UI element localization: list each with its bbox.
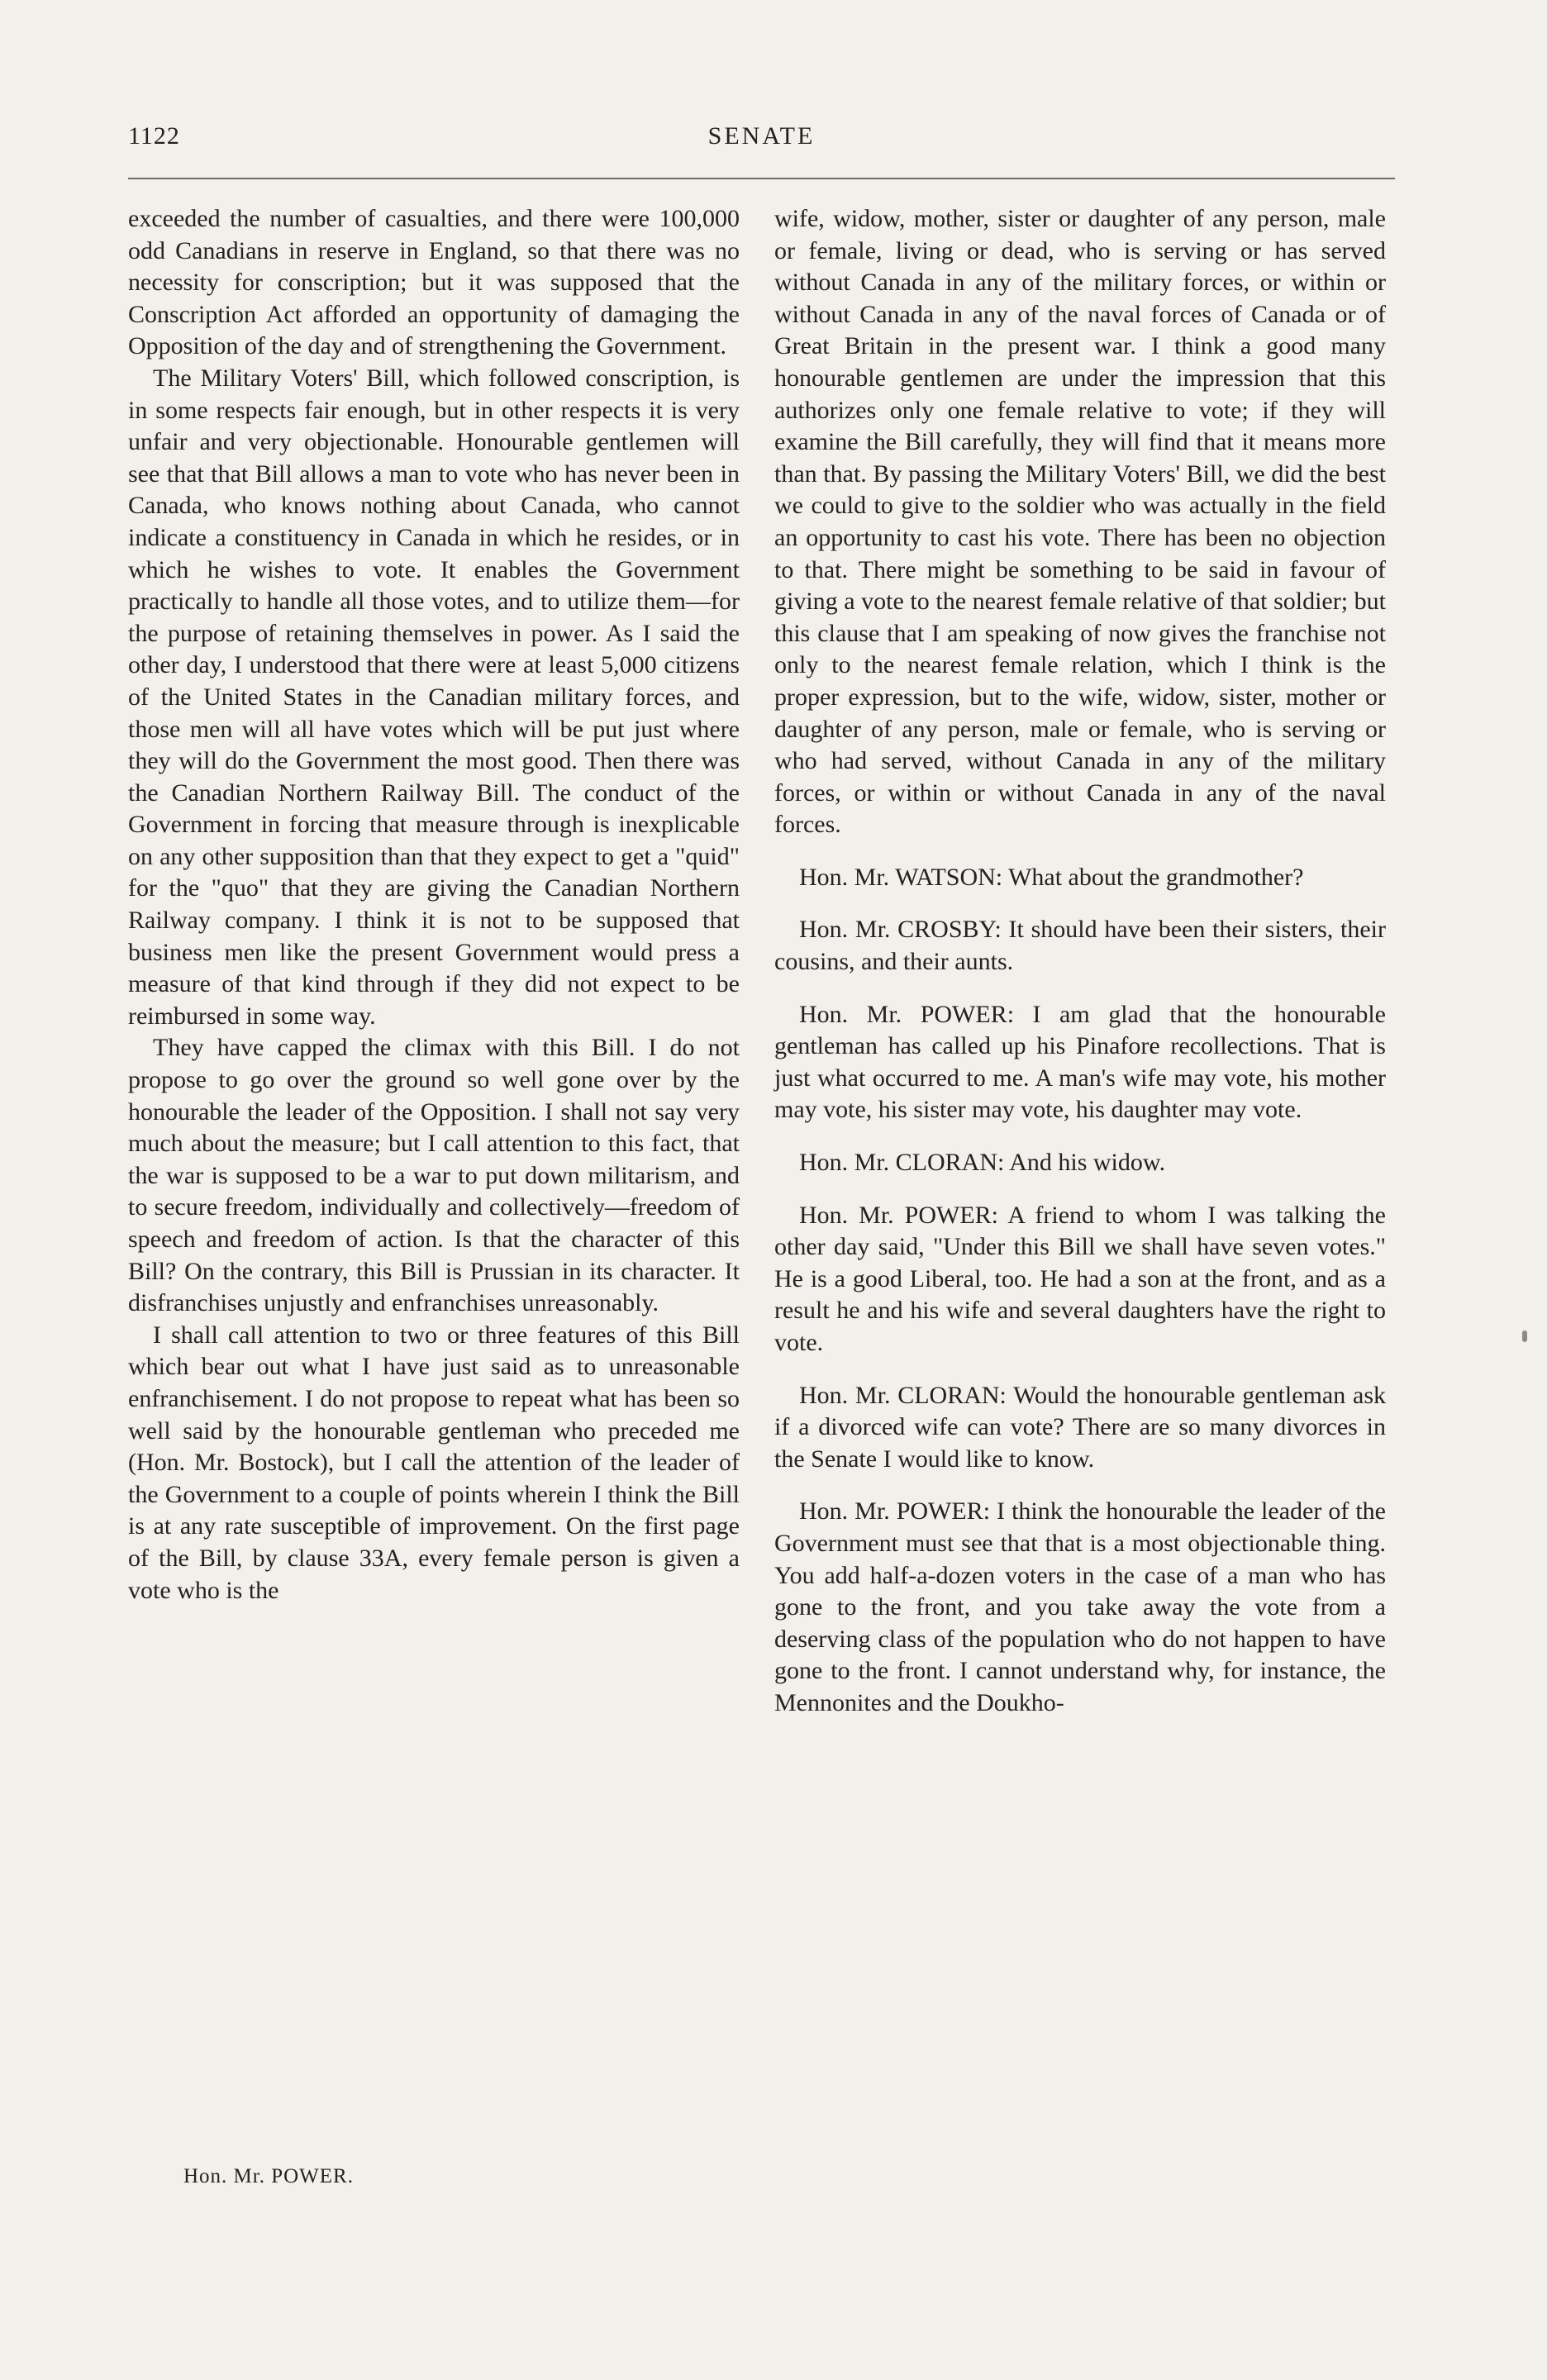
- header-rule: [128, 178, 1395, 179]
- speech-power: Hon. Mr. POWER: I am glad that the honourable gentleman has called up his Pinafore recollections. That is just what occurred to me. A man's wife may vote, his mother may vote, his sister may vote, his daughter may vote.: [774, 1000, 1386, 1124]
- speech-power: Hon. Mr. POWER: I think the honourable the leader of the Government must see that that is a most objectionable thing. You add half-a-dozen voters in the case of a man who has gone to the front, and you take away the vote from a deserving class of the population who do not happen to have gone to the front. I cannot understand why, for instance, the Mennonites and the Doukho-: [774, 1497, 1386, 1716]
- left-column: [128, 203, 740, 1606]
- paragraph: The Military Voters' Bill, which followed conscription, is in some respects fair enough, but in other respects it is very unfair and very objectionable. Honourable gentlemen will see that that Bill allows a man to vote who has never been in Canada, who knows nothing about Canada, who cannot indicate a constituency in Canada in which he resides, or in which he wishes to vote. It enables the Government practically to handle all those votes, and to utilize them—for the purpose of retaining themselves in power. As I said the other day, I understood that there were at least 5,000 citizens of the United States in the Canadian military forces, and those men will all have votes which will be put just where they will do the Government the most good. Then there was the Canadian Northern Railway Bill. The conduct of the Government in forcing that measure through is inexplicable on any other supposition than that they expect to get a "quid" for the "quo" that they are giving the Canadian Northern Railway company. I think it is not to be supposed that business men like the present Government would press a measure of that kind through if they did not expect to be reimbursed in some way.: [128, 364, 740, 1030]
- speech-cloran: Hon. Mr. CLORAN: Would the honourable gentleman ask if a divorced wife can vote? There are so many divorces in the Senate I would like to know.: [774, 1381, 1386, 1473]
- speech-power: Hon. Mr. POWER: A friend to whom I was talking the other day said, "Under this Bill we shall have seven votes." He is a good Liberal, too. He had a son at the front, and as a result he and his wife and several daughters have the right to vote.: [774, 1201, 1386, 1356]
- paragraph: I shall call attention to two or three features of this Bill which bear out what I have just said as to unreasonable enfranchisement. I do not propose to repeat what has been so well said by the honourable gentleman who preceded me (Hon. Mr. Bostock), but I call the attention of the leader of the Government to a couple of points wherein I think the Bill is at any rate susceptible of improvement. On the first page of the Bill, by clause 33A, every female person is given a vote who is the: [128, 1321, 740, 1604]
- paragraph: wife, widow, mother, sister or daughter of any person, male or female, living or dead, who is serving or has served without Canada in any of the military forces, or within or without Canada in any of the naval forces of Canada or of Great Britain in the present war. I think a good many honourable gentlemen are under the impression that this authorizes only one female relative to vote; if they will examine the Bill carefully, they will find that it means more than that. By passing the Military Voters' Bill, we did the best we could to give to the soldier who was actually in the field an opportunity to cast his vote. There has been no objection to that. There might be something to be said in favour of giving a vote to the nearest female relative of that soldier; but this clause that I am speaking of now gives the franchise not only to the nearest female relation, which I think is the proper expression, but to the wife, widow, sister, mother or daughter of any person, male or female, who is serving or who had served, without Canada in any of the military forces, or within or without Canada in any of the naval forces.: [774, 205, 1386, 839]
- paragraph: They have capped the climax with this Bill. I do not propose to go over the ground so well gone over by the honourable the leader of the Opposition. I shall not say very much about the measure; but I call attention to this fact, that the war is supposed to be a war to put down militarism, and to secure freedom, individually and collectively—freedom of speech and freedom of action. Is that the character of this Bill? On the contrary, this Bill is Prussian in its character. It disfranchises unjustly and enfranchises unreasonably.: [128, 1034, 740, 1317]
- page-header: [128, 122, 1395, 164]
- speech-watson: Hon. Mr. WATSON: What about the grandmother?: [799, 863, 1304, 891]
- running-title: SENATE: [707, 122, 816, 150]
- margin-speck: [1522, 1330, 1527, 1342]
- paragraph: exceeded the number of casualties, and there were 100,000 odd Canadians in reserve in England, so that there was no necessity for conscription; but it was supposed that the Conscription Act afforded an opportunity of damaging the Opposition of the day and of strengthening the Government.: [128, 205, 740, 360]
- speech-crosby: Hon. Mr. CROSBY: It should have been their sisters, their cousins, and their aunts.: [774, 916, 1386, 976]
- footer-speaker-name: Hon. Mr. POWER.: [183, 2165, 354, 2187]
- speech-cloran: Hon. Mr. CLORAN: And his widow.: [799, 1149, 1166, 1177]
- right-column: [774, 203, 1386, 1740]
- page-number: 1122: [128, 122, 180, 150]
